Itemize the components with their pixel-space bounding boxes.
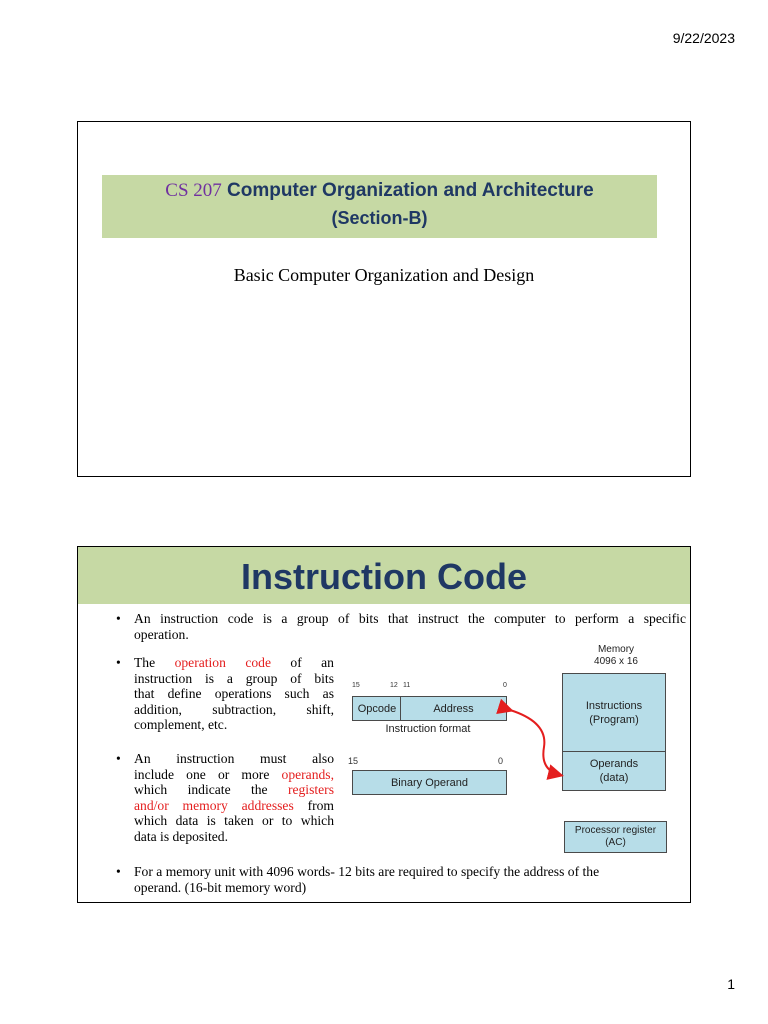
slide-title: Instruction Code — [78, 547, 690, 604]
course-code: CS 207 — [165, 180, 222, 201]
program-label: (Program) — [589, 713, 639, 726]
bullet-2-line4: addition, subtraction, shift, — [134, 701, 334, 717]
slide-2 — [77, 546, 691, 903]
address-to-operand-arrow — [78, 547, 690, 902]
bullet-2-line2: instruction is a group of bits — [134, 670, 334, 686]
data-label: (data) — [599, 772, 629, 784]
bullet-marker: • — [116, 864, 121, 879]
bit-label-11: 11 — [403, 682, 411, 689]
instruction-code-diagram — [78, 547, 690, 902]
bullet-3-line1: An instruction must also — [134, 751, 334, 766]
opcode-field: Opcode — [352, 696, 402, 721]
bullet-3-line5: which data is taken or to which — [134, 813, 334, 828]
text-of-an: of an — [290, 655, 334, 670]
date-header: 9/22/2023 — [672, 30, 735, 46]
bullet-2-line3: that define operations such as — [134, 686, 334, 701]
title-band — [102, 175, 657, 238]
ac-label: (AC) — [605, 837, 626, 848]
processor-register-label: Processor register — [574, 825, 657, 836]
slide-1 — [77, 121, 691, 477]
bit-label-0b: 0 — [498, 756, 504, 766]
bit-label-15: 15 — [352, 682, 360, 689]
text-from: from — [307, 797, 334, 813]
bit-label-0: 0 — [503, 682, 507, 689]
text-include: include one or more — [134, 766, 270, 782]
memory-addresses-highlight: and/or memory addresses — [134, 797, 294, 813]
operands-highlight: operands, — [281, 766, 334, 782]
memory-title-line1: Memory — [597, 644, 635, 655]
bullet-marker: • — [116, 655, 121, 670]
text-the: The — [134, 655, 156, 670]
course-section: (Section-B) — [331, 208, 428, 228]
page-number: 1 — [727, 976, 735, 992]
registers-highlight: registers — [287, 782, 334, 797]
address-field: Address — [400, 696, 507, 721]
slide-subtitle: Basic Computer Organization and Design — [233, 265, 535, 285]
instructions-label: Instructions — [585, 699, 643, 712]
bullet-marker: • — [116, 751, 121, 766]
text-which-indicate: which indicate the — [134, 782, 268, 797]
bit-label-12: 12 — [390, 682, 398, 689]
bullet-4-line2: operand. (16-bit memory word) — [134, 879, 307, 895]
instruction-format-label: Instruction format — [385, 723, 471, 735]
course-title-line1 — [102, 180, 657, 202]
operation-code-highlight: operation code — [174, 655, 271, 670]
bullet-marker: • — [116, 611, 121, 626]
course-title: Computer Organization and Architecture — [227, 180, 594, 201]
binary-operand-field: Binary Operand — [352, 770, 507, 795]
bullet-3-line6: data is deposited. — [134, 828, 229, 844]
bullet-2-line5: complement, etc. — [134, 717, 228, 732]
operands-label: Operands — [589, 758, 639, 770]
bit-label-15b: 15 — [348, 756, 359, 766]
bullet-1-line2: operation. — [134, 626, 189, 642]
bullet-1-line1: An instruction code is a group of bits that instruct the computer to perform a specific — [134, 611, 686, 626]
bullet-4-line1: For a memory unit with 4096 words- 12 bits are required to specify the address of the — [134, 864, 600, 879]
memory-title-line2: 4096 x 16 — [594, 656, 638, 667]
